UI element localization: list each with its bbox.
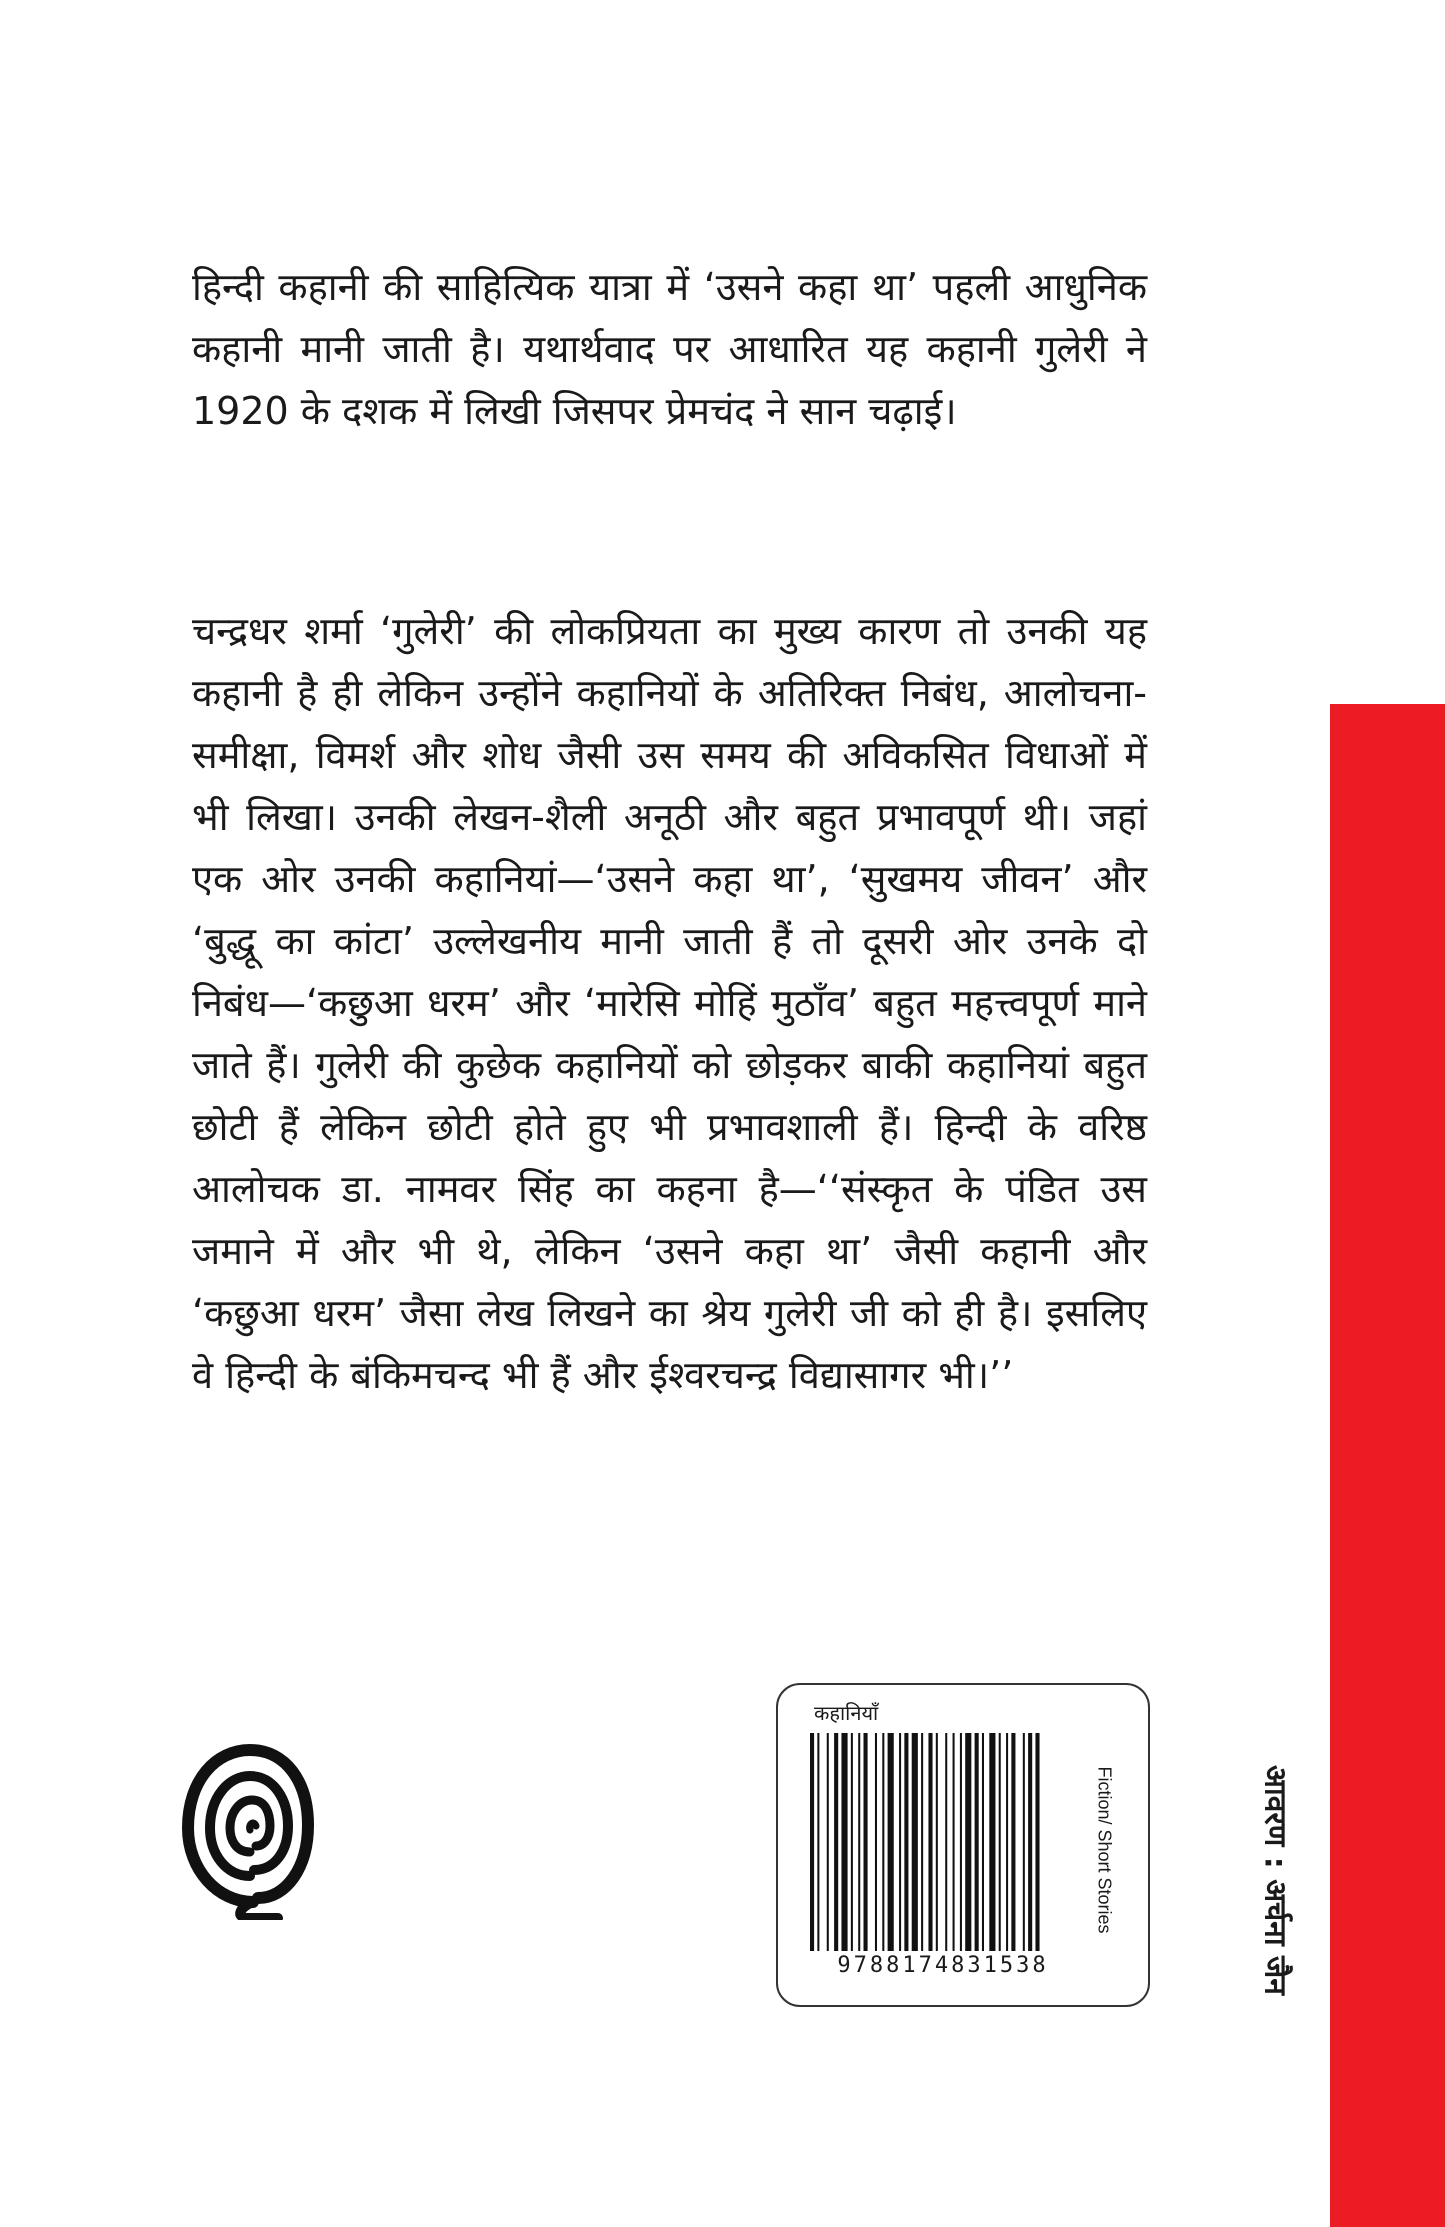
barcode-category: कहानियाँ	[814, 1701, 879, 1725]
barcode-bar	[864, 1733, 868, 1951]
barcode-bar	[810, 1733, 814, 1951]
barcode-bar	[899, 1733, 901, 1951]
barcode-bar	[882, 1733, 884, 1951]
barcode-bar	[936, 1733, 938, 1951]
barcode-bar	[928, 1733, 932, 1951]
barcode-bar	[953, 1733, 955, 1951]
barcode-bar	[888, 1733, 894, 1951]
barcode-bar	[817, 1733, 819, 1951]
barcode-bar	[858, 1733, 860, 1951]
spiral-logo-icon	[178, 1730, 318, 1920]
barcode-bar	[904, 1733, 908, 1951]
barcode-bar	[834, 1733, 838, 1951]
barcode-bar	[921, 1733, 923, 1951]
barcode-panel	[776, 1683, 1150, 2007]
barcode-bar	[875, 1733, 877, 1951]
barcode-icon	[808, 1733, 1078, 1951]
barcode-bar	[999, 1733, 1001, 1951]
barcode-bar	[982, 1733, 984, 1951]
cover-credit-text: आवरण : अर्चना जैन	[1257, 1765, 1293, 1995]
cover-credit	[1232, 1740, 1322, 2020]
barcode-bar	[827, 1733, 829, 1951]
barcode-bar	[912, 1733, 918, 1951]
barcode-bar	[989, 1733, 995, 1951]
barcode-genre	[1084, 1725, 1124, 1975]
isbn-digits: 9788174831538	[837, 1953, 1049, 1978]
barcode-bar	[851, 1733, 853, 1951]
author-paragraph: चन्द्रधर शर्मा ‘गुलेरी’ की लोकप्रियता का मुख्य कारण तो उनकी यह कहानी है ही लेकिन उन्होंने कहानियों के अतिरिक्त निबंध, आलोचना-समीक्षा, विमर्श और शोध जैसी उस समय की अविकसित विधाओं में भी लिखा। उनकी लेखन-शैली अनूठी और बहुत प्रभावपूर्ण थी। जहां एक ओर उनकी कहानियां—‘उसने कहा था’, ‘सुखमय जीवन’ और ‘बुद्धू का कांटा’ उल्लेखनीय मानी जाती हैं तो दूसरी ओर उनके दो निबंध—‘कछुआ धरम’ और ‘मारेसि मोहिं मुठाँव’ बहुत महत्त्वपूर्ण माने जाते हैं। गुलेरी की कुछेक कहानियों को छोड़कर बाकी कहानियां बहुत छोटी हैं लेकिन छोटी होते हुए भी प्रभावशाली हैं। हिन्दी के वरिष्ठ आलोचक डा. नामवर सिंह का कहना है—‘‘संस्कृत के पंडित उस जमाने में और भी थे, लेकिन ‘उसने कहा था’ जैसी कहानी और ‘कछुआ धरम’ जैसा लेख लिखने का श्रेय गुलेरी जी को ही है। इसलिए वे हिन्दी के बंकिमचन्द भी हैं और ईश्वरचन्द्र विद्यासागर भी।’’	[192, 609, 1147, 1397]
barcode-bar	[965, 1733, 971, 1951]
barcode-genre-text: Fiction/ Short Stories	[1094, 1766, 1115, 1934]
barcode-bar	[1023, 1733, 1025, 1951]
intro-paragraph: हिन्दी कहानी की साहित्यिक यात्रा में ‘उसने कहा था’ पहली आधुनिक कहानी मानी जाती है। यथार्थवाद पर आधारित यह कहानी गुलेरी ने 1920 के दशक में लिखी जिसपर प्रेमचंद ने सान चढ़ाई।	[192, 265, 1147, 433]
barcode-bar	[841, 1733, 847, 1951]
barcode-bar	[960, 1733, 962, 1951]
barcode-bar	[1028, 1733, 1032, 1951]
barcode-bar	[1006, 1733, 1008, 1951]
barcode-bar	[975, 1733, 979, 1951]
barcode-bar	[1011, 1733, 1015, 1951]
barcode-bar	[945, 1733, 947, 1951]
barcode-bar	[1035, 1733, 1039, 1951]
red-side-strip	[1330, 704, 1445, 2227]
